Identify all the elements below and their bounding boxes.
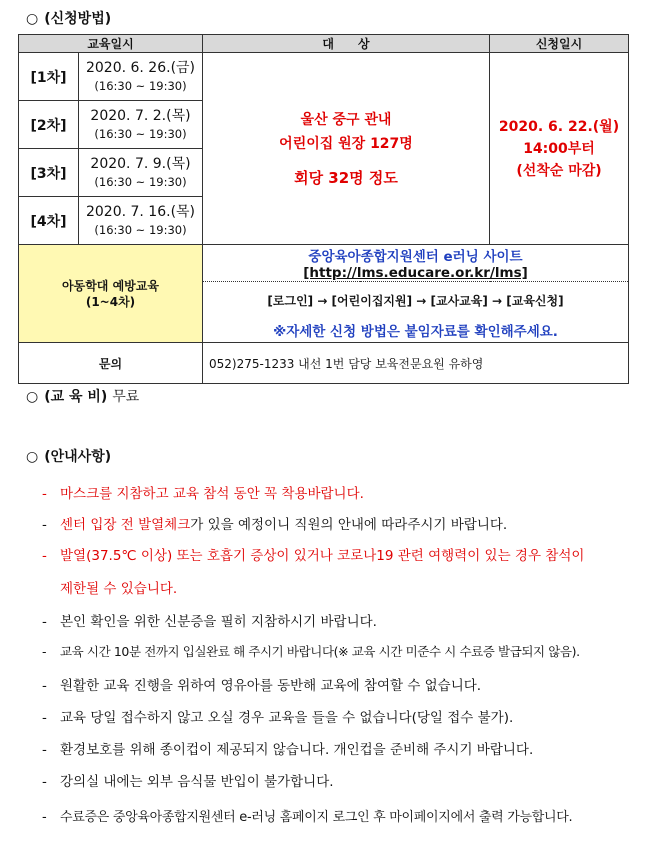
round-time: (16:30 ~ 19:30) — [94, 78, 187, 93]
notice-text: 강의실 내에는 외부 음식물 반입이 불가합니다. — [60, 774, 334, 790]
dash-bullet: - — [42, 614, 47, 630]
notice-text: 교육 당일 접수하지 않고 오실 경우 교육을 들을 수 없습니다(당일 접수 불가). — [60, 710, 514, 726]
site-name: 중앙육아종합지원센터 e러닝 사이트 — [308, 249, 523, 265]
notice-item — [42, 674, 481, 694]
round-label: [3차] — [19, 149, 79, 197]
table-row — [19, 343, 629, 384]
site-url-link[interactable]: [http://lms.educare.or.kr/lms] — [303, 265, 528, 281]
contact-info: 052)275-1233 내선 1번 담당 보육전문요원 유하영 — [203, 343, 629, 384]
notice-text: 제한될 수 있습니다. — [60, 581, 178, 597]
dash-bullet: - — [42, 678, 47, 694]
notice-item — [42, 642, 580, 660]
notice-text: 환경보호를 위해 종이컵이 제공되지 않습니다. 개인컵을 준비해 주시기 바랍니다. — [60, 742, 534, 758]
header-apply-date: 신청일시 — [490, 35, 629, 53]
circle-icon: ○ — [26, 389, 39, 405]
prevention-title: 아동학대 예방교육 — [62, 278, 159, 293]
notice-text: 발열(37.5℃ 이상) 또는 호흡기 증상이 있거나 코로나19 관련 여행력이 있는 경우 참석이 — [60, 548, 585, 564]
circle-icon: ○ — [26, 11, 39, 27]
table-header-row — [19, 35, 629, 53]
round-date: 2020. 6. 26.(금) — [85, 59, 196, 76]
notice-text: 교육 시간 10분 전까지 입실완료 해 주시기 바랍니다(※ 교육 시간 미준수 시 수료증 발급되지 않음). — [60, 644, 580, 659]
notice-text: 수료증은 중앙육아종합지원센터 e-러닝 홈페이지 로그인 후 마이페이지에서 출력 가능합니다. — [60, 810, 573, 825]
notice-text: 마스크를 지참하고 교육 참석 동안 꼭 착용바랍니다. — [60, 486, 364, 502]
dash-bullet: - — [42, 710, 47, 726]
notice-item — [42, 770, 334, 790]
notice-text: 원활한 교육 진행을 위하여 영유아를 동반해 교육에 참여할 수 없습니다. — [60, 678, 482, 694]
section-fee-title — [26, 386, 139, 406]
contact-label: 문의 — [19, 343, 203, 384]
round-datetime — [79, 101, 203, 149]
dash-bullet: - — [42, 810, 47, 825]
section-title-text: (교 육 비) — [44, 389, 108, 405]
notice-item — [42, 544, 584, 564]
round-datetime — [79, 149, 203, 197]
circle-icon: ○ — [26, 449, 39, 465]
notice-item — [42, 610, 377, 630]
notice-item — [42, 513, 507, 533]
round-time: (16:30 ~ 19:30) — [94, 126, 187, 141]
notice-text: 본인 확인을 위한 신분증을 필히 지참하시기 바랍니다. — [60, 614, 377, 630]
round-label: [1차] — [19, 53, 79, 101]
dash-bullet: - — [42, 548, 47, 564]
round-date: 2020. 7. 16.(목) — [85, 203, 196, 220]
notice-item — [42, 482, 364, 502]
dash-bullet: - — [42, 517, 47, 533]
notice-text: 가 있을 예정이니 직원의 안내에 따라주시기 바랍니다. — [190, 517, 508, 533]
dash-bullet: - — [42, 486, 47, 502]
round-datetime — [79, 53, 203, 101]
round-time: (16:30 ~ 19:30) — [94, 222, 187, 237]
section-title-text: (신청방법) — [44, 11, 112, 27]
round-label: [2차] — [19, 101, 79, 149]
attachment-note: ※자세한 신청 방법은 붙임자료를 확인해주세요. — [203, 318, 629, 343]
target-line: 어린이집 원장 127명 — [279, 135, 413, 152]
section-title-text: (안내사항) — [44, 449, 112, 465]
round-label: [4차] — [19, 197, 79, 245]
application-table — [18, 34, 629, 384]
dash-bullet: - — [42, 742, 47, 758]
table-row — [19, 53, 629, 101]
target-cell — [203, 53, 490, 245]
menu-path: [로그인] → [어린이집지원] → [교사교육] → [교육신청] — [203, 282, 629, 319]
round-time: (16:30 ~ 19:30) — [94, 174, 187, 189]
apply-date: 2020. 6. 22.(월) 14:00부터 — [498, 118, 620, 157]
prevention-rounds: (1~4차) — [85, 294, 136, 309]
target-line: 울산 중구 관내 — [300, 111, 392, 128]
prevention-label — [19, 245, 203, 343]
round-datetime — [79, 197, 203, 245]
notice-item — [42, 806, 572, 825]
header-schedule: 교육일시 — [19, 35, 203, 53]
table-row — [19, 245, 629, 282]
target-per-session: 회당 32명 정도 — [294, 168, 398, 187]
notice-item — [42, 706, 513, 726]
header-target: 대 상 — [203, 35, 490, 53]
round-date: 2020. 7. 9.(목) — [90, 155, 191, 172]
site-cell — [203, 245, 629, 282]
dash-bullet: - — [42, 644, 47, 659]
round-date: 2020. 7. 2.(목) — [90, 107, 191, 124]
apply-date-cell — [490, 53, 629, 245]
notice-item-continued — [42, 577, 177, 597]
notice-text-highlight: 센터 입장 전 발열체크 — [60, 517, 191, 533]
section-application-title — [26, 8, 111, 28]
fee-value: 무료 — [112, 389, 140, 405]
dash-bullet: - — [42, 774, 47, 790]
notice-item — [42, 738, 533, 758]
apply-note: (선착순 마감) — [516, 162, 602, 179]
section-notice-title — [26, 446, 111, 466]
